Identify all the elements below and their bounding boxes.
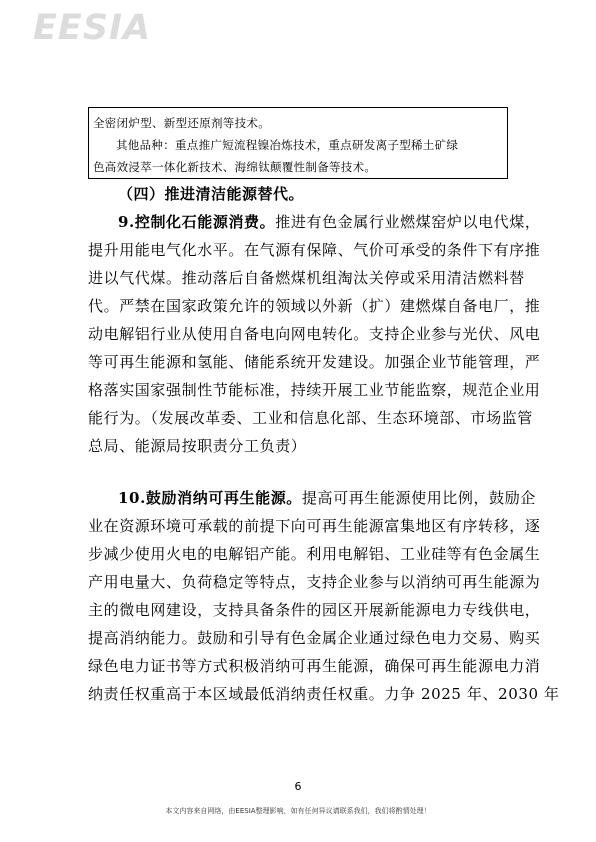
paragraph-line: 能行为。（发展改革委、工业和信息化部、生态环境部、市场监管 bbox=[88, 409, 533, 427]
paragraph-title: 9.控制化石能源消费。 bbox=[118, 213, 276, 231]
page-number: 6 bbox=[294, 780, 302, 793]
paragraph-line: 产用电量大、负荷稳定等特点，支持企业参与以消纳可再生能源为 bbox=[88, 573, 541, 591]
paragraph-line: 绿色电力证书等方式积极消纳可再生能源，确保可再生能源电力消 bbox=[88, 657, 541, 675]
paragraph-line: 提高消纳能力。鼓励和引导有色金属企业通过绿色电力交易、购买 bbox=[88, 629, 541, 647]
paragraph-line: 代。严禁在国家政策允许的领域以外新（扩）建燃煤自备电厂，推 bbox=[88, 297, 541, 315]
paragraph-text: 提高可再生能源使用比例，鼓励企 bbox=[301, 489, 536, 507]
box-line: 其他品种：重点推广短流程镍冶炼技术，重点研发离子型稀土矿绿 bbox=[116, 138, 459, 152]
paragraph-line: 动电解铝行业从使用自备电向网电转化。支持企业参与光伏、风电 bbox=[88, 325, 541, 343]
paragraph-line: 步减少使用火电的电解铝产能。利用电解铝、工业硅等有色金属生 bbox=[88, 545, 541, 563]
continued-table-box bbox=[88, 107, 508, 179]
paragraph-first-line bbox=[88, 484, 536, 512]
paragraph-line: 业在资源环境可承载的前提下向可再生能源富集地区有序转移，逐 bbox=[88, 517, 541, 535]
paragraph-line: 提升用能电气化水平。在气源有保障、气价可承受的条件下有序推 bbox=[88, 241, 541, 259]
footer-note: 本文内容来自网络，由EESIA整理影响，如有任何异议请联系我们，我们将酌情处理！ bbox=[165, 807, 431, 815]
paragraph-10 bbox=[88, 484, 560, 708]
paragraph-9 bbox=[88, 208, 541, 460]
box-line: 色高效浸萃一体化新技术、海绵钛颠覆性制备等技术。 bbox=[93, 160, 377, 174]
eesia-logo: EESIA bbox=[33, 8, 152, 48]
paragraph-first-line bbox=[88, 208, 541, 236]
paragraph-title: 10.鼓励消纳可再生能源。 bbox=[118, 489, 302, 507]
paragraph-line: 总局、能源局按职责分工负责） bbox=[88, 437, 307, 455]
paragraph-line: 进以气代煤。推动落后自备燃煤机组淘汰关停或采用清洁燃料替 bbox=[88, 269, 525, 287]
section-heading: （四）推进清洁能源替代。 bbox=[118, 185, 305, 203]
paragraph-text: 推进有色金属行业燃煤窑炉以电代煤， bbox=[275, 213, 541, 231]
paragraph-line: 格落实国家强制性节能标准，持续开展工业节能监察，规范企业用 bbox=[88, 381, 541, 399]
paragraph-line: 纳责任权重高于本区域最低消纳责任权重。力争 2025 年、2030 年 bbox=[88, 685, 560, 703]
paragraph-line: 等可再生能源和氢能、储能系统开发建设。加强企业节能管理，严 bbox=[88, 353, 541, 371]
box-line: 全密闭炉型、新型还原剂等技术。 bbox=[93, 116, 270, 130]
paragraph-line: 主的微电网建设，支持具备条件的园区开展新能源电力专线供电， bbox=[88, 601, 541, 619]
